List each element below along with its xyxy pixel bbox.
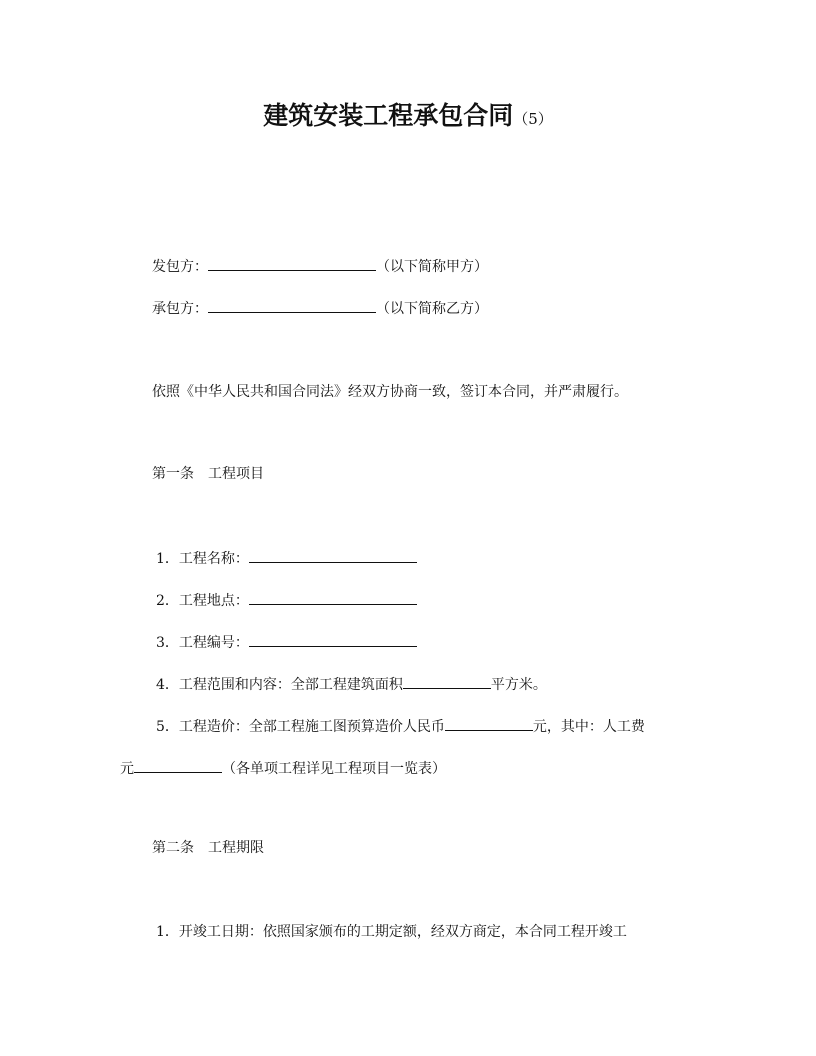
article1-heading: 第一条 工程项目 [152, 466, 264, 482]
building-area-blank[interactable] [403, 674, 491, 689]
employer-line [152, 256, 488, 277]
item4-text: 4．工程范围和内容：全部工程建筑面积 [156, 677, 403, 693]
intro-paragraph: 依照《中华人民共和国合同法》经双方协商一致，签订本合同，并严肃履行。 [152, 384, 628, 400]
contractor-blank[interactable] [208, 298, 376, 313]
labor-cost-blank[interactable] [134, 758, 222, 773]
document-title [0, 98, 816, 137]
project-name-blank[interactable] [249, 548, 417, 563]
employer-note: （以下简称甲方） [376, 259, 488, 275]
article1-item4 [156, 674, 547, 695]
contractor-label: 承包方： [152, 301, 208, 317]
total-cost-blank[interactable] [445, 716, 533, 731]
article1-item1 [156, 548, 417, 569]
project-location-blank[interactable] [249, 590, 417, 605]
item1-label: 1．工程名称： [156, 551, 249, 567]
article2-heading: 第二条 工程期限 [152, 840, 264, 856]
project-number-blank[interactable] [249, 632, 417, 647]
item3-label: 3．工程编号： [156, 635, 249, 651]
title-suffix: （5） [513, 110, 553, 128]
article1-item3 [156, 632, 417, 653]
article1-item5 [156, 716, 645, 737]
item5-note: （各单项工程详见工程项目一览表） [222, 761, 446, 777]
item5-text: 5．工程造价：全部工程施工图预算造价人民币 [156, 719, 445, 735]
item2-label: 2．工程地点： [156, 593, 249, 609]
item5-labor: 元，其中：人工费 [532, 719, 645, 735]
article2-item1: 1．开竣工日期：依照国家颁布的工期定额，经双方商定，本合同工程开竣工 [156, 924, 627, 940]
employer-label: 发包方： [152, 259, 208, 275]
contractor-line [152, 298, 488, 319]
title-main: 建筑安装工程承包合同 [263, 101, 514, 130]
item5-yuan: 元 [120, 761, 134, 777]
contractor-note: （以下简称乙方） [376, 301, 488, 317]
item4-unit: 平方米。 [490, 677, 547, 693]
article1-item5-continued [120, 758, 446, 779]
article1-item2 [156, 590, 417, 611]
employer-blank[interactable] [208, 256, 376, 271]
